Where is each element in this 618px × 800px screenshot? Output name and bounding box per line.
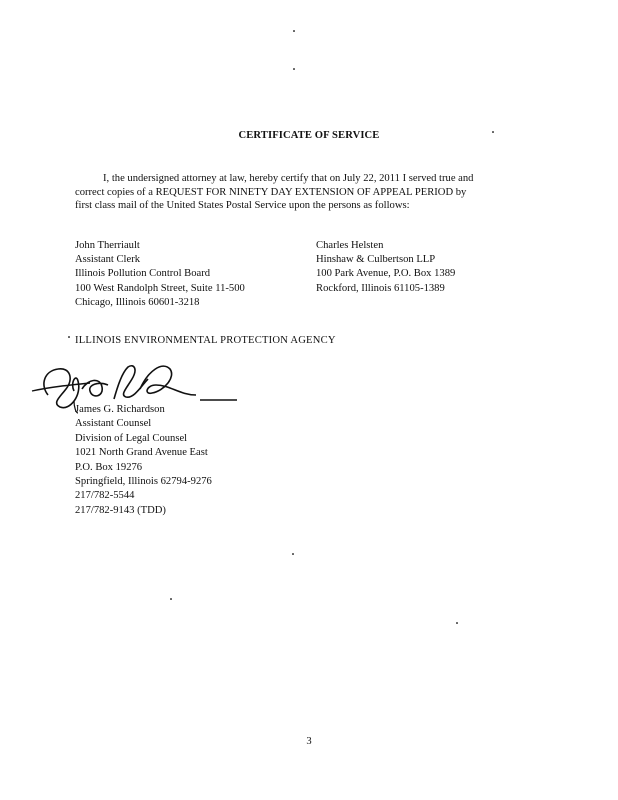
- address-line: Rockford, Illinois 61105-1389: [316, 282, 445, 294]
- scan-speck: [293, 30, 295, 32]
- recipient-right-address: [316, 239, 455, 296]
- signer-line: James G. Richardson: [75, 404, 165, 415]
- address-line: Assistant Clerk: [75, 254, 141, 266]
- signer-line: 217/782-9143 (TDD): [75, 504, 166, 516]
- address-line: 100 West Randolph Street, Suite 11-500: [75, 282, 245, 294]
- address-line: Illinois Pollution Control Board: [75, 268, 211, 280]
- page-number: 3: [306, 736, 312, 747]
- address-line: Chicago, Illinois 60601-3218: [75, 296, 200, 308]
- recipient-left-address: [75, 239, 245, 310]
- document-title: CERTIFICATE OF SERVICE: [238, 130, 380, 141]
- signer-line: Division of Legal Counsel: [75, 432, 188, 444]
- paragraph-line: first class mail of the United States Postal Service upon the persons as follows:: [75, 200, 410, 211]
- address-line: Hinshaw & Culbertson LLP: [316, 254, 436, 266]
- scan-speck: [492, 131, 494, 133]
- scan-speck: [292, 553, 294, 555]
- signer-line: 217/782-5544: [75, 490, 135, 502]
- scan-speck: [456, 622, 458, 624]
- signer-line: Springfield, Illinois 62794-9276: [75, 476, 212, 488]
- address-line: 100 Park Avenue, P.O. Box 1389: [316, 268, 456, 280]
- paragraph-line: correct copies of a REQUEST FOR NINETY DAY EXTENSION OF APPEAL PERIOD by: [75, 186, 467, 198]
- scan-speck: [293, 68, 295, 70]
- scan-speck: [170, 598, 172, 600]
- scan-speck: [68, 336, 70, 338]
- signer-line: 1021 North Grand Avenue East: [75, 447, 208, 459]
- signer-block: [75, 403, 212, 518]
- address-line: John Therriault: [75, 240, 140, 251]
- signer-line: P.O. Box 19276: [75, 461, 143, 473]
- certification-paragraph: [75, 172, 523, 213]
- agency-name: ILLINOIS ENVIRONMENTAL PROTECTION AGENCY: [75, 335, 336, 346]
- address-line: Charles Helsten: [316, 240, 384, 251]
- signer-line: Assistant Counsel: [75, 418, 152, 430]
- paragraph-line: I, the undersigned attorney at law, hereby certify that on July 22, 2011 I served true and: [103, 173, 474, 184]
